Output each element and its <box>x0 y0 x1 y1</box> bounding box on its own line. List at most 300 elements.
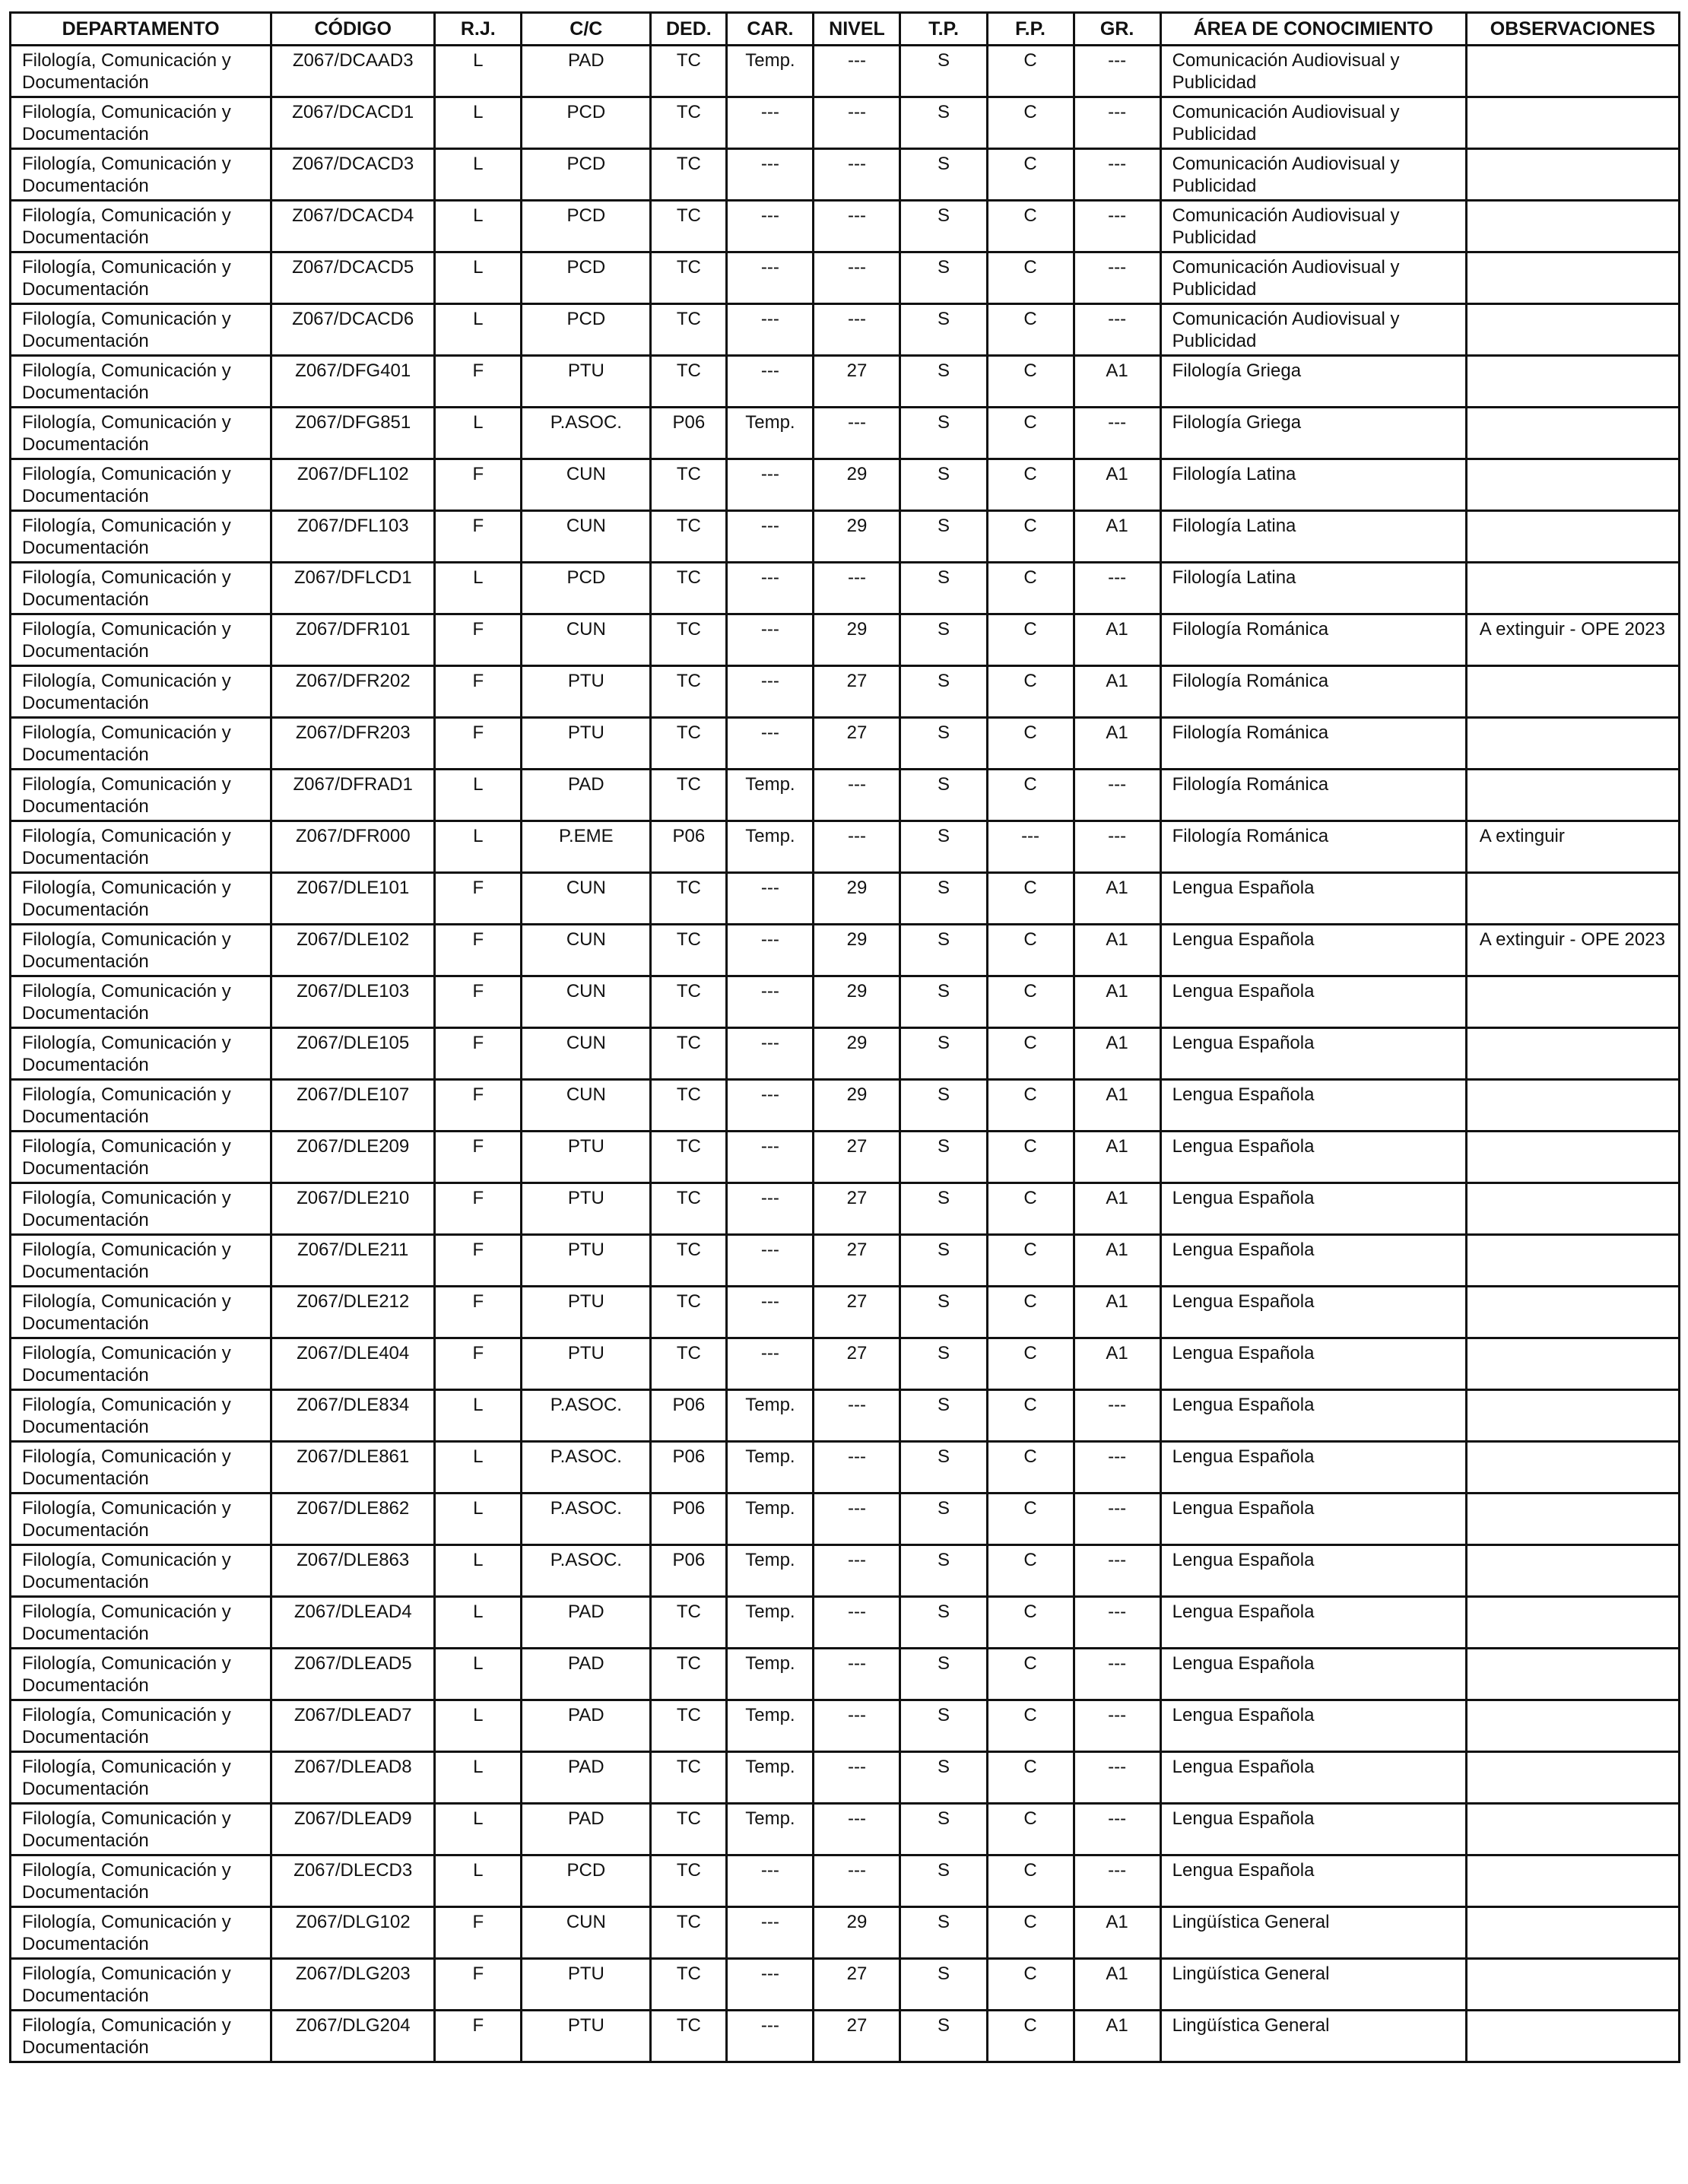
positions-table <box>9 11 1680 2063</box>
ded-cell: TC <box>651 356 727 408</box>
area-cell: Comunicación Audiovisual y Publicidad <box>1160 46 1466 97</box>
ded-cell: P06 <box>651 1390 727 1442</box>
table-row <box>11 1132 1680 1183</box>
gr-cell: A1 <box>1074 1338 1160 1390</box>
departamento-cell: Filología, Comunicación y Documentación <box>11 1907 271 1959</box>
gr-cell: A1 <box>1074 1959 1160 2011</box>
ded-cell: TC <box>651 1287 727 1338</box>
gr-cell: --- <box>1074 1700 1160 1752</box>
table-row <box>11 1235 1680 1287</box>
observaciones-cell <box>1466 201 1679 252</box>
rj-cell: F <box>435 976 522 1028</box>
nivel-cell: --- <box>814 201 900 252</box>
gr-cell: A1 <box>1074 511 1160 563</box>
ded-cell: TC <box>651 1649 727 1700</box>
nivel-cell: --- <box>814 408 900 459</box>
cc-cell: PTU <box>522 718 651 770</box>
codigo-cell: Z067/DLE210 <box>271 1183 435 1235</box>
departamento-cell: Filología, Comunicación y Documentación <box>11 1752 271 1804</box>
observaciones-cell <box>1466 1907 1679 1959</box>
area-cell: Lengua Española <box>1160 1804 1466 1855</box>
table-row <box>11 1287 1680 1338</box>
ded-cell: TC <box>651 563 727 614</box>
ded-cell: TC <box>651 1183 727 1235</box>
cc-cell: P.ASOC. <box>522 408 651 459</box>
tp-cell: S <box>900 770 987 821</box>
car-cell: --- <box>727 2011 814 2062</box>
ded-cell: TC <box>651 1597 727 1649</box>
gr-cell: A1 <box>1074 1907 1160 1959</box>
table-row <box>11 2011 1680 2062</box>
area-cell: Lengua Española <box>1160 1132 1466 1183</box>
cc-cell: P.EME <box>522 821 651 873</box>
header-fp: F.P. <box>987 13 1074 46</box>
nivel-cell: --- <box>814 1855 900 1907</box>
gr-cell: A1 <box>1074 1235 1160 1287</box>
table-row <box>11 1028 1680 1080</box>
rj-cell: F <box>435 614 522 666</box>
tp-cell: S <box>900 563 987 614</box>
gr-cell: A1 <box>1074 976 1160 1028</box>
nivel-cell: --- <box>814 1494 900 1545</box>
tp-cell: S <box>900 1959 987 2011</box>
fp-cell: C <box>987 770 1074 821</box>
observaciones-cell <box>1466 1545 1679 1597</box>
tp-cell: S <box>900 1649 987 1700</box>
ded-cell: TC <box>651 1804 727 1855</box>
ded-cell: TC <box>651 2011 727 2062</box>
nivel-cell: --- <box>814 1390 900 1442</box>
header-nivel: NIVEL <box>814 13 900 46</box>
ded-cell: TC <box>651 873 727 925</box>
car-cell: --- <box>727 1080 814 1132</box>
gr-cell: --- <box>1074 1597 1160 1649</box>
gr-cell: A1 <box>1074 925 1160 976</box>
table-row <box>11 1855 1680 1907</box>
observaciones-cell <box>1466 666 1679 718</box>
tp-cell: S <box>900 459 987 511</box>
table-row <box>11 1907 1680 1959</box>
departamento-cell: Filología, Comunicación y Documentación <box>11 1545 271 1597</box>
table-row <box>11 201 1680 252</box>
rj-cell: F <box>435 2011 522 2062</box>
fp-cell: C <box>987 873 1074 925</box>
cc-cell: PCD <box>522 149 651 201</box>
area-cell: Lengua Española <box>1160 1338 1466 1390</box>
departamento-cell: Filología, Comunicación y Documentación <box>11 97 271 149</box>
ded-cell: TC <box>651 666 727 718</box>
tp-cell: S <box>900 1390 987 1442</box>
codigo-cell: Z067/DCACD3 <box>271 149 435 201</box>
ded-cell: P06 <box>651 408 727 459</box>
gr-cell: A1 <box>1074 873 1160 925</box>
tp-cell: S <box>900 1494 987 1545</box>
car-cell: --- <box>727 1183 814 1235</box>
codigo-cell: Z067/DCACD6 <box>271 304 435 356</box>
header-cc: C/C <box>522 13 651 46</box>
area-cell: Lengua Española <box>1160 1183 1466 1235</box>
tp-cell: S <box>900 873 987 925</box>
ded-cell: TC <box>651 1080 727 1132</box>
codigo-cell: Z067/DLEAD4 <box>271 1597 435 1649</box>
table-row <box>11 1494 1680 1545</box>
ded-cell: TC <box>651 614 727 666</box>
area-cell: Filología Latina <box>1160 511 1466 563</box>
tp-cell: S <box>900 718 987 770</box>
car-cell: --- <box>727 873 814 925</box>
ded-cell: P06 <box>651 1442 727 1494</box>
tp-cell: S <box>900 511 987 563</box>
nivel-cell: 29 <box>814 873 900 925</box>
gr-cell: --- <box>1074 1442 1160 1494</box>
car-cell: --- <box>727 1028 814 1080</box>
area-cell: Lengua Española <box>1160 1545 1466 1597</box>
cc-cell: CUN <box>522 459 651 511</box>
fp-cell: C <box>987 97 1074 149</box>
nivel-cell: 29 <box>814 459 900 511</box>
rj-cell: F <box>435 1235 522 1287</box>
codigo-cell: Z067/DLEAD9 <box>271 1804 435 1855</box>
rj-cell: L <box>435 1442 522 1494</box>
area-cell: Filología Románica <box>1160 821 1466 873</box>
fp-cell: C <box>987 1959 1074 2011</box>
gr-cell: --- <box>1074 201 1160 252</box>
cc-cell: P.ASOC. <box>522 1442 651 1494</box>
area-cell: Comunicación Audiovisual y Publicidad <box>1160 304 1466 356</box>
car-cell: --- <box>727 356 814 408</box>
car-cell: --- <box>727 563 814 614</box>
fp-cell: C <box>987 252 1074 304</box>
ded-cell: TC <box>651 1132 727 1183</box>
tp-cell: S <box>900 1235 987 1287</box>
nivel-cell: 27 <box>814 666 900 718</box>
table-header-row <box>11 13 1680 46</box>
car-cell: --- <box>727 976 814 1028</box>
codigo-cell: Z067/DLE209 <box>271 1132 435 1183</box>
codigo-cell: Z067/DLEAD7 <box>271 1700 435 1752</box>
codigo-cell: Z067/DCAAD3 <box>271 46 435 97</box>
codigo-cell: Z067/DLE863 <box>271 1545 435 1597</box>
table-row <box>11 1183 1680 1235</box>
tp-cell: S <box>900 46 987 97</box>
fp-cell: C <box>987 1338 1074 1390</box>
tp-cell: S <box>900 304 987 356</box>
nivel-cell: --- <box>814 149 900 201</box>
nivel-cell: 27 <box>814 718 900 770</box>
observaciones-cell <box>1466 46 1679 97</box>
fp-cell: C <box>987 149 1074 201</box>
area-cell: Filología Románica <box>1160 718 1466 770</box>
rj-cell: F <box>435 873 522 925</box>
area-cell: Lengua Española <box>1160 925 1466 976</box>
observaciones-cell <box>1466 976 1679 1028</box>
codigo-cell: Z067/DCACD1 <box>271 97 435 149</box>
codigo-cell: Z067/DLE102 <box>271 925 435 976</box>
rj-cell: F <box>435 459 522 511</box>
observaciones-cell: A extinguir - OPE 2023 <box>1466 614 1679 666</box>
car-cell: --- <box>727 252 814 304</box>
codigo-cell: Z067/DFR101 <box>271 614 435 666</box>
rj-cell: F <box>435 925 522 976</box>
area-cell: Filología Latina <box>1160 459 1466 511</box>
fp-cell: C <box>987 46 1074 97</box>
nivel-cell: --- <box>814 1649 900 1700</box>
ded-cell: TC <box>651 252 727 304</box>
fp-cell: C <box>987 1700 1074 1752</box>
observaciones-cell <box>1466 1338 1679 1390</box>
area-cell: Lengua Española <box>1160 1700 1466 1752</box>
cc-cell: PTU <box>522 1959 651 2011</box>
car-cell: Temp. <box>727 46 814 97</box>
car-cell: --- <box>727 1959 814 2011</box>
cc-cell: PTU <box>522 2011 651 2062</box>
departamento-cell: Filología, Comunicación y Documentación <box>11 666 271 718</box>
codigo-cell: Z067/DLE862 <box>271 1494 435 1545</box>
cc-cell: PAD <box>522 770 651 821</box>
rj-cell: L <box>435 770 522 821</box>
nivel-cell: 29 <box>814 976 900 1028</box>
codigo-cell: Z067/DFG401 <box>271 356 435 408</box>
tp-cell: S <box>900 2011 987 2062</box>
rj-cell: F <box>435 1287 522 1338</box>
nivel-cell: --- <box>814 1752 900 1804</box>
car-cell: Temp. <box>727 821 814 873</box>
nivel-cell: 27 <box>814 1287 900 1338</box>
tp-cell: S <box>900 356 987 408</box>
area-cell: Lengua Española <box>1160 1442 1466 1494</box>
gr-cell: --- <box>1074 1752 1160 1804</box>
header-car: CAR. <box>727 13 814 46</box>
table-row <box>11 304 1680 356</box>
departamento-cell: Filología, Comunicación y Documentación <box>11 1804 271 1855</box>
gr-cell: A1 <box>1074 1080 1160 1132</box>
ded-cell: P06 <box>651 1494 727 1545</box>
gr-cell: A1 <box>1074 356 1160 408</box>
area-cell: Filología Griega <box>1160 408 1466 459</box>
departamento-cell: Filología, Comunicación y Documentación <box>11 1442 271 1494</box>
rj-cell: L <box>435 1700 522 1752</box>
nivel-cell: 29 <box>814 614 900 666</box>
area-cell: Lengua Española <box>1160 1287 1466 1338</box>
table-row <box>11 925 1680 976</box>
area-cell: Lengua Española <box>1160 1649 1466 1700</box>
observaciones-cell <box>1466 1132 1679 1183</box>
cc-cell: P.ASOC. <box>522 1494 651 1545</box>
car-cell: Temp. <box>727 1545 814 1597</box>
nivel-cell: 27 <box>814 1183 900 1235</box>
departamento-cell: Filología, Comunicación y Documentación <box>11 718 271 770</box>
area-cell: Lengua Española <box>1160 1028 1466 1080</box>
car-cell: --- <box>727 304 814 356</box>
rj-cell: L <box>435 1804 522 1855</box>
codigo-cell: Z067/DLE105 <box>271 1028 435 1080</box>
table-row <box>11 1338 1680 1390</box>
cc-cell: PAD <box>522 1804 651 1855</box>
fp-cell: C <box>987 1855 1074 1907</box>
departamento-cell: Filología, Comunicación y Documentación <box>11 252 271 304</box>
cc-cell: PTU <box>522 1338 651 1390</box>
fp-cell: C <box>987 1132 1074 1183</box>
cc-cell: PCD <box>522 563 651 614</box>
nivel-cell: --- <box>814 1597 900 1649</box>
rj-cell: L <box>435 252 522 304</box>
table-row <box>11 1442 1680 1494</box>
gr-cell: --- <box>1074 1804 1160 1855</box>
ded-cell: TC <box>651 925 727 976</box>
ded-cell: TC <box>651 1907 727 1959</box>
departamento-cell: Filología, Comunicación y Documentación <box>11 925 271 976</box>
observaciones-cell <box>1466 563 1679 614</box>
area-cell: Lengua Española <box>1160 1494 1466 1545</box>
rj-cell: F <box>435 1907 522 1959</box>
codigo-cell: Z067/DLE212 <box>271 1287 435 1338</box>
car-cell: Temp. <box>727 1649 814 1700</box>
area-cell: Comunicación Audiovisual y Publicidad <box>1160 252 1466 304</box>
ded-cell: TC <box>651 201 727 252</box>
table-row <box>11 976 1680 1028</box>
car-cell: Temp. <box>727 1597 814 1649</box>
table-row <box>11 46 1680 97</box>
gr-cell: A1 <box>1074 1287 1160 1338</box>
ded-cell: TC <box>651 1752 727 1804</box>
rj-cell: L <box>435 821 522 873</box>
tp-cell: S <box>900 1183 987 1235</box>
codigo-cell: Z067/DFR202 <box>271 666 435 718</box>
codigo-cell: Z067/DLE861 <box>271 1442 435 1494</box>
table-row <box>11 356 1680 408</box>
departamento-cell: Filología, Comunicación y Documentación <box>11 201 271 252</box>
fp-cell: --- <box>987 821 1074 873</box>
observaciones-cell <box>1466 304 1679 356</box>
cc-cell: PCD <box>522 97 651 149</box>
area-cell: Lengua Española <box>1160 1752 1466 1804</box>
fp-cell: C <box>987 1649 1074 1700</box>
table-row <box>11 1700 1680 1752</box>
cc-cell: PAD <box>522 1752 651 1804</box>
nivel-cell: 29 <box>814 511 900 563</box>
fp-cell: C <box>987 1597 1074 1649</box>
rj-cell: F <box>435 511 522 563</box>
codigo-cell: Z067/DFL103 <box>271 511 435 563</box>
rj-cell: F <box>435 1183 522 1235</box>
departamento-cell: Filología, Comunicación y Documentación <box>11 614 271 666</box>
tp-cell: S <box>900 1442 987 1494</box>
rj-cell: F <box>435 356 522 408</box>
nivel-cell: --- <box>814 563 900 614</box>
ded-cell: TC <box>651 718 727 770</box>
departamento-cell: Filología, Comunicación y Documentación <box>11 1390 271 1442</box>
ded-cell: TC <box>651 1235 727 1287</box>
area-cell: Lengua Española <box>1160 1597 1466 1649</box>
departamento-cell: Filología, Comunicación y Documentación <box>11 1855 271 1907</box>
area-cell: Lengua Española <box>1160 1080 1466 1132</box>
gr-cell: --- <box>1074 408 1160 459</box>
rj-cell: L <box>435 1752 522 1804</box>
table-body <box>11 46 1680 2062</box>
area-cell: Filología Románica <box>1160 666 1466 718</box>
gr-cell: --- <box>1074 97 1160 149</box>
gr-cell: A1 <box>1074 614 1160 666</box>
area-cell: Lengua Española <box>1160 1855 1466 1907</box>
header-rj: R.J. <box>435 13 522 46</box>
nivel-cell: 29 <box>814 1080 900 1132</box>
rj-cell: F <box>435 1028 522 1080</box>
departamento-cell: Filología, Comunicación y Documentación <box>11 356 271 408</box>
observaciones-cell <box>1466 1183 1679 1235</box>
car-cell: --- <box>727 97 814 149</box>
departamento-cell: Filología, Comunicación y Documentación <box>11 408 271 459</box>
codigo-cell: Z067/DFR203 <box>271 718 435 770</box>
departamento-cell: Filología, Comunicación y Documentación <box>11 1028 271 1080</box>
observaciones-cell <box>1466 1390 1679 1442</box>
gr-cell: A1 <box>1074 1183 1160 1235</box>
rj-cell: L <box>435 149 522 201</box>
codigo-cell: Z067/DFR000 <box>271 821 435 873</box>
observaciones-cell <box>1466 1287 1679 1338</box>
area-cell: Filología Griega <box>1160 356 1466 408</box>
gr-cell: --- <box>1074 770 1160 821</box>
observaciones-cell <box>1466 149 1679 201</box>
tp-cell: S <box>900 408 987 459</box>
rj-cell: L <box>435 46 522 97</box>
gr-cell: A1 <box>1074 459 1160 511</box>
rj-cell: F <box>435 1132 522 1183</box>
fp-cell: C <box>987 1080 1074 1132</box>
fp-cell: C <box>987 925 1074 976</box>
nivel-cell: 29 <box>814 1907 900 1959</box>
ded-cell: TC <box>651 149 727 201</box>
tp-cell: S <box>900 925 987 976</box>
observaciones-cell <box>1466 511 1679 563</box>
observaciones-cell <box>1466 1804 1679 1855</box>
car-cell: --- <box>727 1855 814 1907</box>
gr-cell: A1 <box>1074 2011 1160 2062</box>
rj-cell: L <box>435 1390 522 1442</box>
codigo-cell: Z067/DLECD3 <box>271 1855 435 1907</box>
nivel-cell: --- <box>814 770 900 821</box>
departamento-cell: Filología, Comunicación y Documentación <box>11 873 271 925</box>
observaciones-cell <box>1466 718 1679 770</box>
rj-cell: L <box>435 1494 522 1545</box>
observaciones-cell <box>1466 1649 1679 1700</box>
cc-cell: P.ASOC. <box>522 1390 651 1442</box>
fp-cell: C <box>987 1442 1074 1494</box>
gr-cell: --- <box>1074 563 1160 614</box>
departamento-cell: Filología, Comunicación y Documentación <box>11 1597 271 1649</box>
departamento-cell: Filología, Comunicación y Documentación <box>11 149 271 201</box>
nivel-cell: 27 <box>814 1338 900 1390</box>
nivel-cell: --- <box>814 46 900 97</box>
departamento-cell: Filología, Comunicación y Documentación <box>11 46 271 97</box>
observaciones-cell: A extinguir - OPE 2023 <box>1466 925 1679 976</box>
ded-cell: TC <box>651 46 727 97</box>
table-row <box>11 563 1680 614</box>
table-row <box>11 821 1680 873</box>
car-cell: Temp. <box>727 770 814 821</box>
departamento-cell: Filología, Comunicación y Documentación <box>11 2011 271 2062</box>
car-cell: --- <box>727 459 814 511</box>
table-row <box>11 1545 1680 1597</box>
car-cell: Temp. <box>727 1804 814 1855</box>
tp-cell: S <box>900 1287 987 1338</box>
codigo-cell: Z067/DLE103 <box>271 976 435 1028</box>
area-cell: Filología Románica <box>1160 770 1466 821</box>
departamento-cell: Filología, Comunicación y Documentación <box>11 770 271 821</box>
nivel-cell: --- <box>814 97 900 149</box>
tp-cell: S <box>900 1080 987 1132</box>
gr-cell: --- <box>1074 46 1160 97</box>
area-cell: Filología Románica <box>1160 614 1466 666</box>
